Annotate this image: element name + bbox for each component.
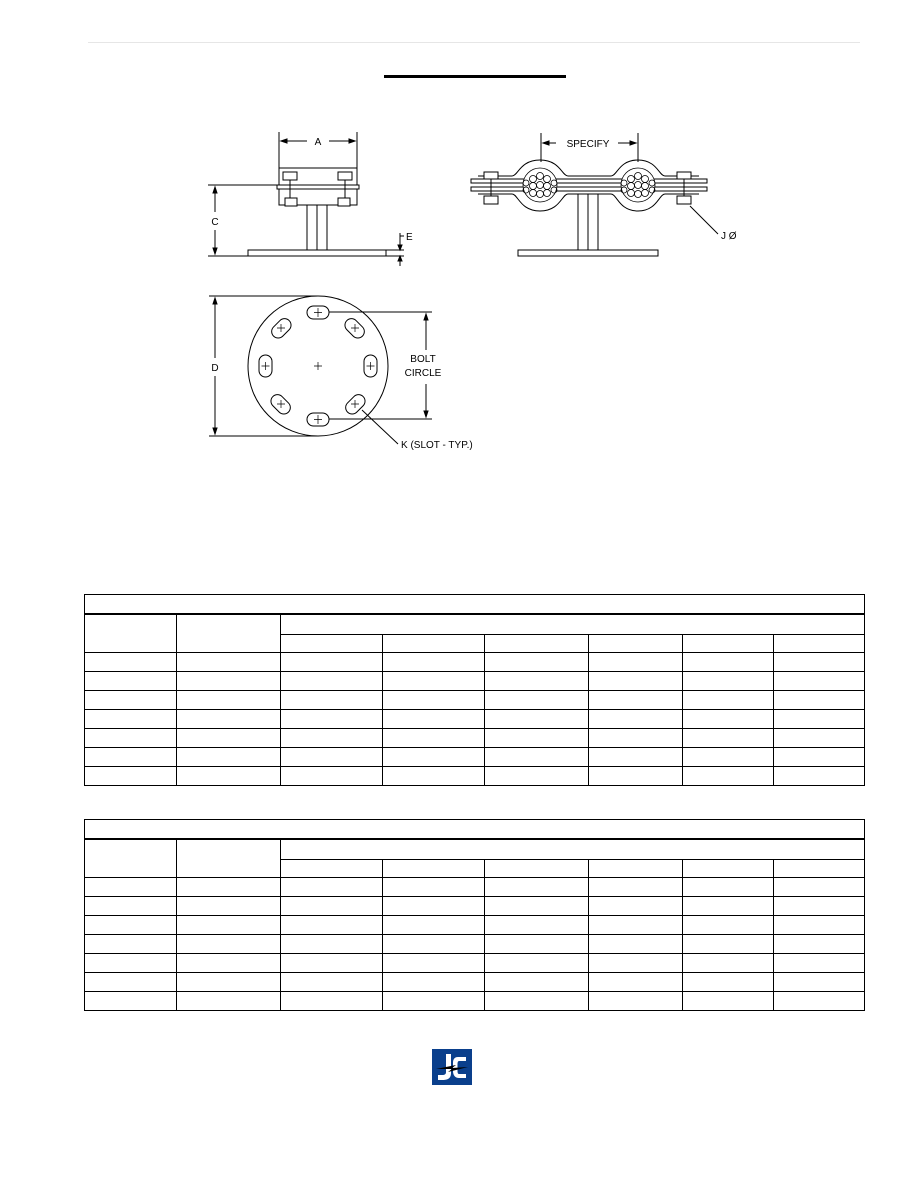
bolt-circle-label-line2: CIRCLE — [404, 368, 442, 379]
header-cell — [177, 614, 281, 653]
table-row — [85, 710, 865, 729]
table-row — [85, 653, 865, 672]
header-cell — [589, 860, 683, 878]
header-cell — [485, 635, 589, 653]
header-cell — [683, 635, 774, 653]
company-logo-icon — [432, 1049, 472, 1085]
header-cell — [85, 839, 177, 878]
table-row — [85, 897, 865, 916]
dim-a-label: A — [314, 137, 322, 148]
spec-table-2 — [84, 819, 865, 1011]
side-view — [208, 132, 404, 266]
dim-e-label: E — [406, 232, 413, 243]
table-row — [85, 691, 865, 710]
header-cell — [485, 860, 589, 878]
header-cell — [774, 860, 865, 878]
spec-table-1 — [84, 594, 865, 786]
header-cell — [383, 635, 485, 653]
header-cell — [281, 860, 383, 878]
table-title-cell — [85, 820, 865, 840]
bolt-circle-label-line1: BOLT — [410, 354, 436, 365]
header-cell — [383, 860, 485, 878]
header-cell — [774, 635, 865, 653]
table-row — [85, 729, 865, 748]
technical-drawing — [0, 0, 918, 470]
header-cell — [85, 614, 177, 653]
header-cell — [683, 860, 774, 878]
table-title-cell — [85, 595, 865, 615]
dim-d-label: D — [211, 363, 219, 374]
header-cell — [177, 839, 281, 878]
table-row — [85, 992, 865, 1011]
table-row — [85, 954, 865, 973]
header-group-cell — [281, 614, 865, 635]
header-group-cell — [281, 839, 865, 860]
table-row — [85, 935, 865, 954]
front-view — [471, 133, 718, 256]
plan-view — [209, 296, 432, 444]
j-dia-label: J Ø — [721, 231, 737, 242]
table-row — [85, 916, 865, 935]
table-row — [85, 878, 865, 897]
table-row — [85, 748, 865, 767]
header-cell — [589, 635, 683, 653]
k-slot-label: K (SLOT - TYP.) — [401, 440, 473, 451]
specify-label: SPECIFY — [566, 139, 610, 150]
dim-c-label: C — [211, 217, 219, 228]
table-row — [85, 672, 865, 691]
table-row — [85, 767, 865, 786]
table-row — [85, 973, 865, 992]
header-cell — [281, 635, 383, 653]
